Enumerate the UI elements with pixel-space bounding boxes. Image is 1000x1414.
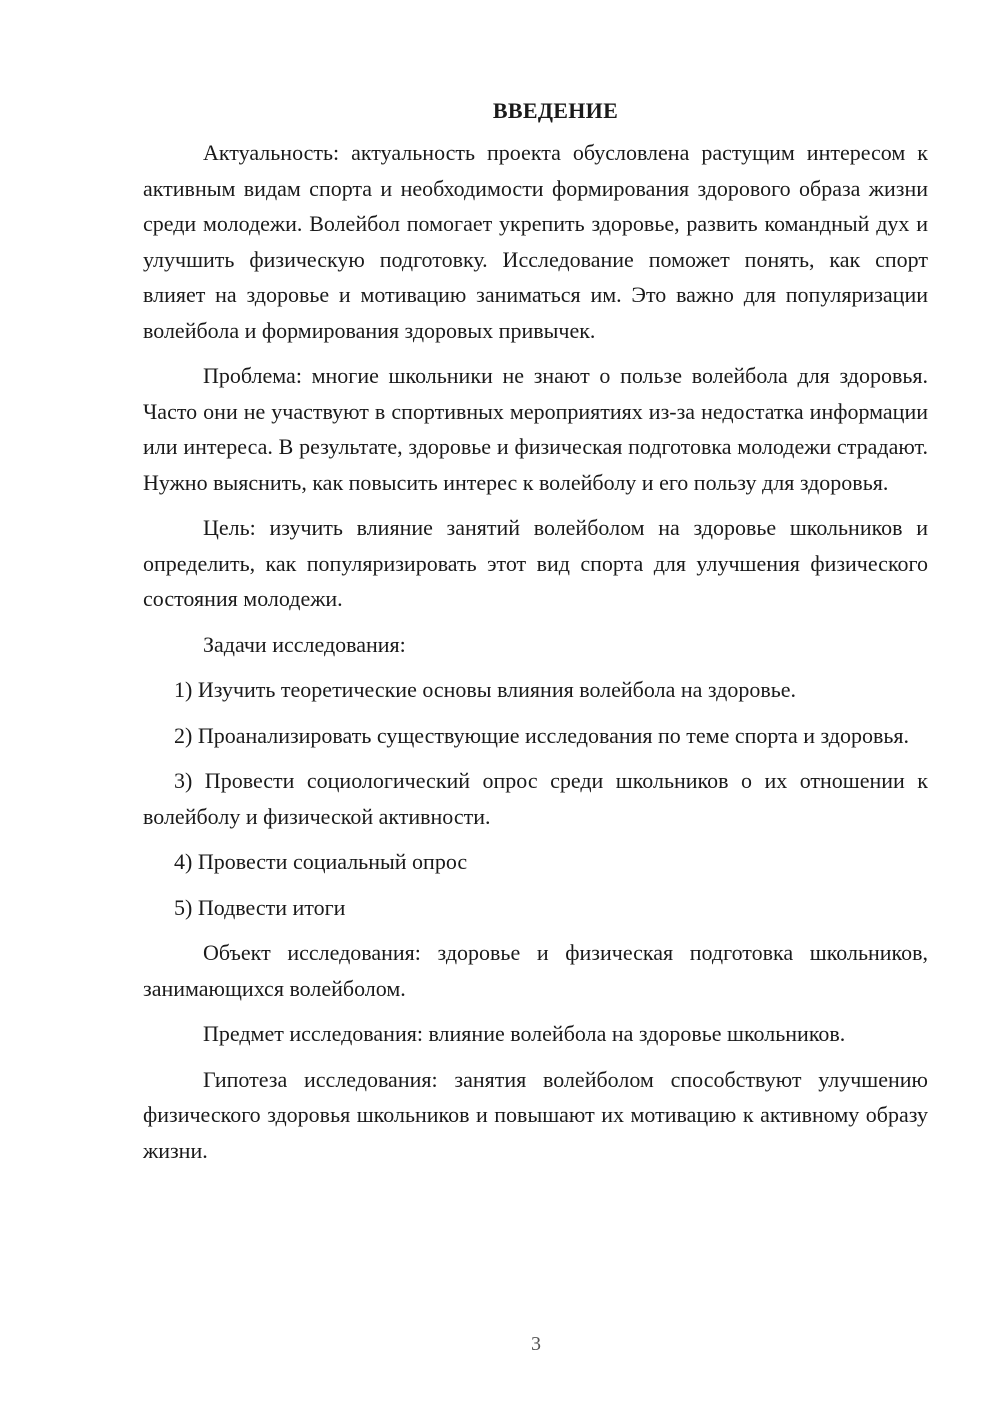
task-item-4: 4) Провести социальный опрос (174, 849, 468, 874)
task-item-3: 3) Провести социологический опрос среди школьников о их отношении к волейболу и физической активности. (143, 768, 928, 829)
page-content (143, 95, 928, 1178)
goal-paragraph: Цель: изучить влияние занятий волейболом на здоровье школьников и определить, как популяризировать этот вид спорта для улучшения физического состояния молодежи. (143, 515, 928, 611)
tasks-heading: Задачи исследования: (203, 631, 406, 657)
relevance-paragraph: Актуальность: актуальность проекта обусловлена растущим интересом к активным видам спорта и необходимости формирования здорового образа жизни среди молодежи. Волейбол помогает укрепить здоровье, развить командный дух и улучшить физическую подготовку. Исследование поможет понять, как спорт влияет на здоровье и мотивацию заниматься им. Это важно для популяризации волейбола и формирования здоровых привычек. (143, 140, 928, 343)
page-number: 3 (531, 1333, 541, 1355)
object-paragraph: Объект исследования: здоровье и физическая подготовка школьников, занимающихся волейболом. (143, 940, 928, 1001)
section-title: ВВЕДЕНИЕ (492, 98, 619, 123)
task-item-5: 5) Подвести итоги (174, 894, 346, 920)
problem-paragraph: Проблема: многие школьники не знают о пользе волейбола для здоровья. Часто они не участвуют в спортивных мероприятиях из-за недостатка информации или интереса. В результате, здоровье и физическая подготовка молодежи страдают. Нужно выяснить, как повысить интерес к волейболу и его пользу для здоровья. (143, 363, 928, 495)
task-item-1: 1) Изучить теоретические основы влияния волейбола на здоровье. (174, 677, 797, 702)
subject-paragraph: Предмет исследования: влияние волейбола на здоровье школьников. (203, 1021, 846, 1046)
hypothesis-paragraph: Гипотеза исследования: занятия волейболом способствуют улучшению физического здоровья школьников и повышают их мотивацию к активному образу жизни. (143, 1066, 928, 1163)
task-item-2: 2) Проанализировать существующие исследования по теме спорта и здоровья. (174, 722, 910, 748)
